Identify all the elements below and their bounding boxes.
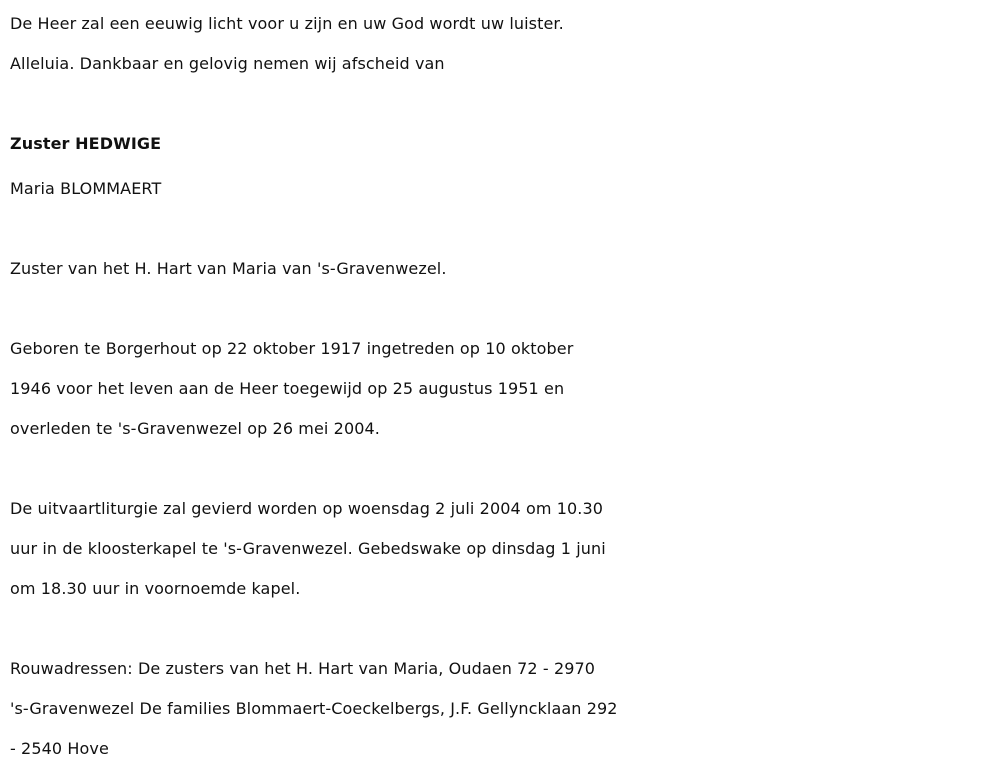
birth-line: 1946 voor het leven aan de Heer toegewijd op 25 augustus 1951 en — [10, 379, 565, 398]
civil-name: Maria BLOMMAERT — [10, 179, 162, 198]
funeral-paragraph — [10, 489, 995, 609]
funeral-line: De uitvaartliturgie zal gevierd worden op woensdag 2 juli 2004 om 10.30 — [10, 499, 604, 518]
funeral-line: uur in de kloosterkapel te 's-Gravenwezel. Gebedswake op dinsdag 1 juni — [10, 539, 606, 558]
addresses-paragraph — [10, 649, 995, 769]
address-line: 's-Gravenwezel De families Blommaert-Coeckelbergs, J.F. Gellyncklaan 292 — [10, 699, 618, 718]
intro-line: De Heer zal een eeuwig licht voor u zijn en uw God wordt uw luister. — [10, 14, 564, 33]
funeral-line: om 18.30 uur in voornoemde kapel. — [10, 579, 301, 598]
address-line: Rouwadressen: De zusters van het H. Hart van Maria, Oudaen 72 - 2970 — [10, 659, 596, 678]
religious-name: Zuster HEDWIGE — [10, 134, 162, 153]
intro-line: Alleluia. Dankbaar en gelovig nemen wij afscheid van — [10, 54, 445, 73]
birth-line: Geboren te Borgerhout op 22 oktober 1917 ingetreden op 10 oktober — [10, 339, 574, 358]
obituary-document — [10, 0, 995, 769]
intro-paragraph — [10, 4, 995, 84]
birth-paragraph — [10, 329, 995, 449]
address-line: - 2540 Hove — [10, 739, 109, 758]
congregation-line: Zuster van het H. Hart van Maria van 's-Gravenwezel. — [10, 259, 447, 278]
birth-line: overleden te 's-Gravenwezel op 26 mei 2004. — [10, 419, 380, 438]
